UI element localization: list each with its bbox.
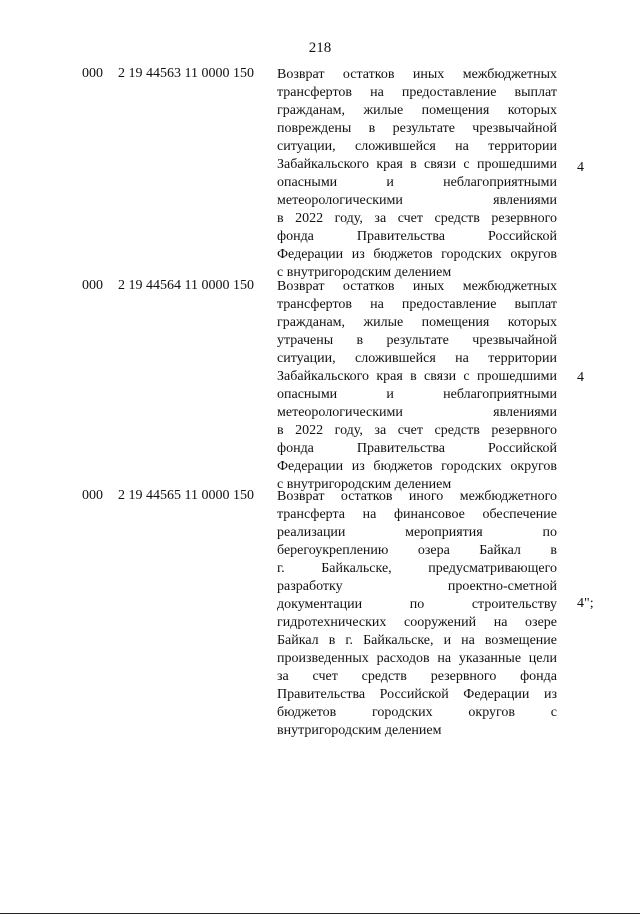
admin-code: 000 (82, 488, 103, 503)
description-line: трансфертов на предоставление выплат (277, 297, 557, 312)
description-line: утрачены в результате чрезвычайной (277, 333, 557, 348)
row-description (277, 278, 557, 494)
description-line: за счет средств резервного фонда (277, 669, 557, 684)
row-amount: 4"; (577, 596, 594, 611)
description-line: ситуации, сложившейся на территории (277, 351, 557, 366)
description-line: Правительства Российской Федерации из (277, 687, 557, 702)
description-line: внутригородским делением (277, 723, 442, 738)
classification-code: 2 19 44564 11 0000 150 (118, 278, 254, 293)
description-line: ситуации, сложившейся на территории (277, 139, 557, 154)
description-line: разработку проектно-сметной (277, 579, 557, 594)
description-line: метеорологическими явлениями (277, 405, 557, 420)
description-line: повреждены в результате чрезвычайной (277, 121, 557, 136)
description-line: опасными и неблагоприятными (277, 175, 557, 190)
admin-code: 000 (82, 278, 103, 293)
description-line: фонда Правительства Российской (277, 229, 557, 244)
description-line: берегоукреплению озера Байкал в (277, 543, 557, 558)
description-line: гражданам, жилые помещения которых (277, 315, 557, 330)
classification-code: 2 19 44565 11 0000 150 (118, 488, 254, 503)
description-line: метеорологическими явлениями (277, 193, 557, 208)
description-line: Федерации из бюджетов городских округов (277, 459, 557, 474)
description-line: в 2022 году, за счет средств резервного (277, 423, 557, 438)
description-line: в 2022 году, за счет средств резервного (277, 211, 557, 226)
description-line: документации по строительству (277, 597, 557, 612)
description-line: гражданам, жилые помещения которых (277, 103, 557, 118)
description-line: опасными и неблагоприятными (277, 387, 557, 402)
page-bottom-edge (0, 913, 640, 914)
description-line: реализации мероприятия по (277, 525, 557, 540)
row-description (277, 66, 557, 282)
row-description (277, 488, 557, 740)
description-line: с внутригородским делением (277, 477, 452, 492)
description-line: г. Байкальске, предусматривающего (277, 561, 557, 576)
description-line: Возврат остатков иных межбюджетных (277, 67, 557, 82)
description-line: бюджетов городских округов с (277, 705, 557, 720)
description-line: фонда Правительства Российской (277, 441, 557, 456)
admin-code: 000 (82, 66, 103, 81)
description-line: Федерации из бюджетов городских округов (277, 247, 557, 262)
description-line: гидротехнических сооружений на озере (277, 615, 557, 630)
classification-code: 2 19 44563 11 0000 150 (118, 66, 254, 81)
description-line: произведенных расходов на указанные цели (277, 651, 557, 666)
description-line: Забайкальского края в связи с прошедшими (277, 157, 557, 172)
row-amount: 4 (577, 370, 584, 385)
description-line: Возврат остатков иного межбюджетного (277, 489, 557, 504)
description-line: Возврат остатков иных межбюджетных (277, 279, 557, 294)
page-number: 218 (308, 40, 332, 56)
description-line: трансферта на финансовое обеспечение (277, 507, 557, 522)
description-line: с внутригородским делением (277, 265, 452, 280)
description-line: трансфертов на предоставление выплат (277, 85, 557, 100)
row-amount: 4 (577, 160, 584, 175)
description-line: Байкал в г. Байкальске, и на возмещение (277, 633, 557, 648)
description-line: Забайкальского края в связи с прошедшими (277, 369, 557, 384)
